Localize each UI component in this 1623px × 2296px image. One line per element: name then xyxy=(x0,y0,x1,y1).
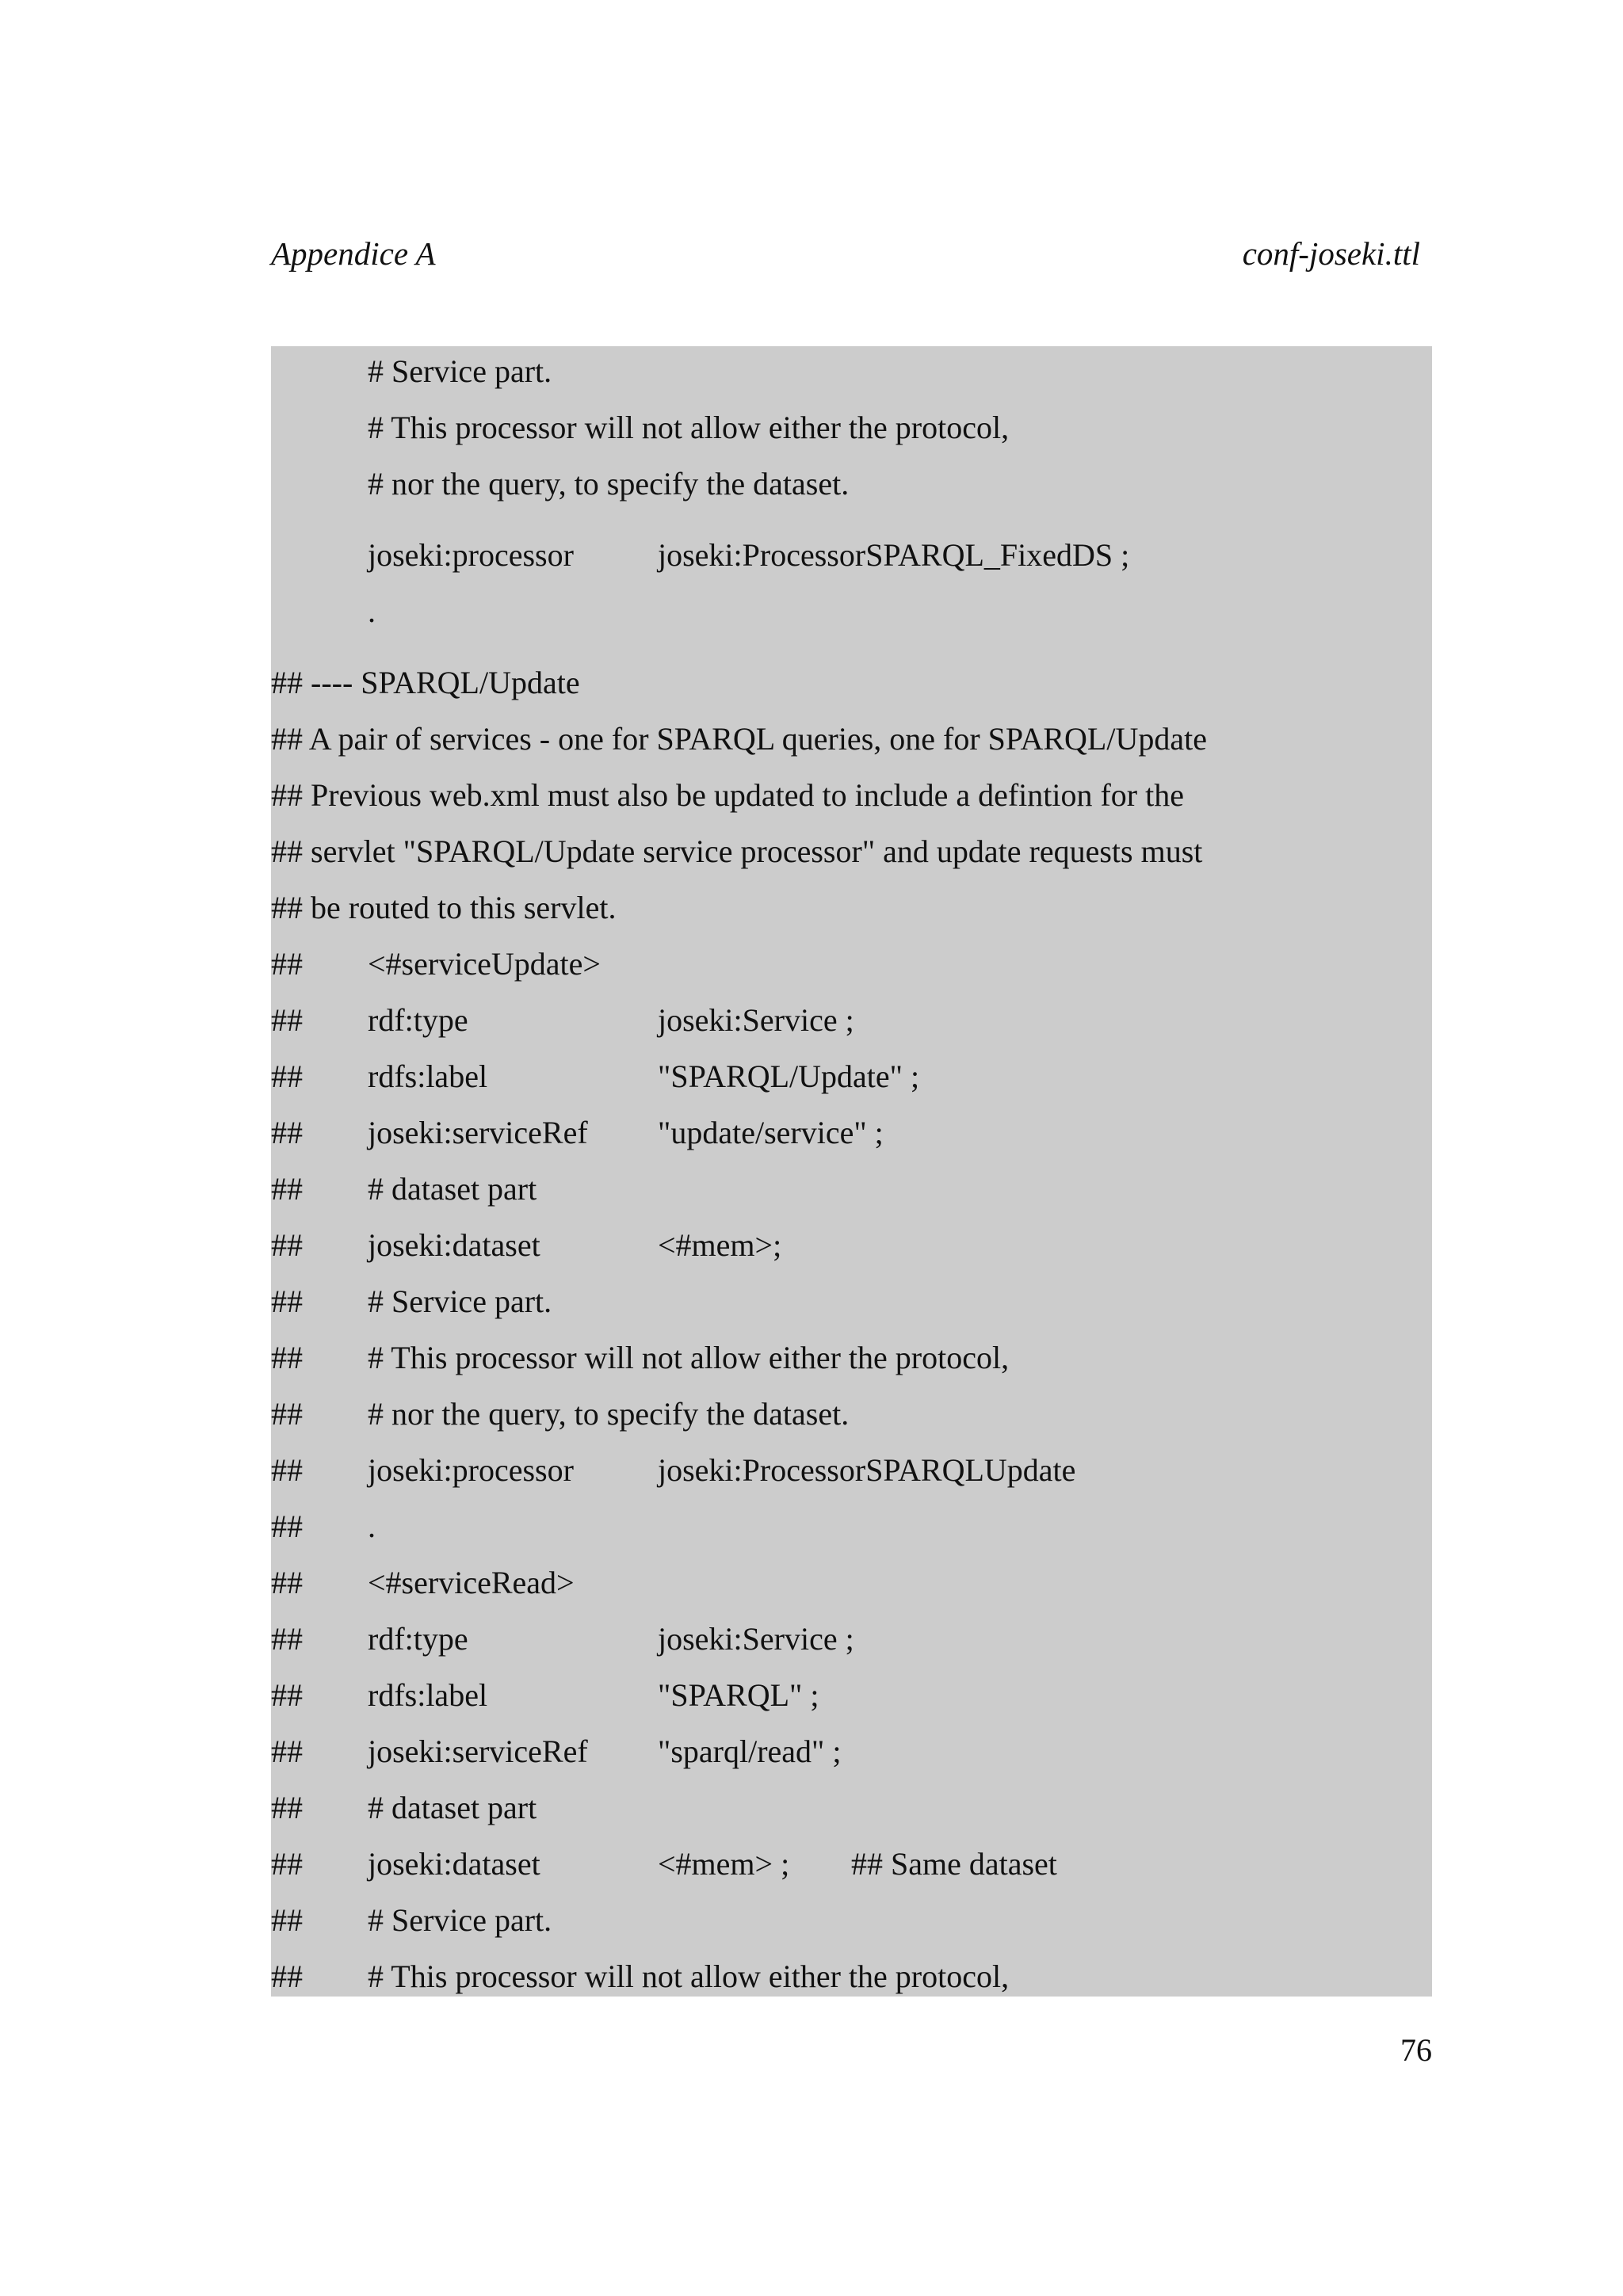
code-col-0: ## xyxy=(271,1002,303,1038)
code-line xyxy=(271,586,376,637)
code-col-1: rdf:type xyxy=(368,1621,468,1657)
code-line xyxy=(271,459,850,509)
code-col-0: ## Previous web.xml must also be updated to include a defintion for the xyxy=(271,777,1184,813)
code-col-2: joseki:ProcessorSPARQL_FixedDS ; xyxy=(658,537,1130,573)
code-col-0: ## xyxy=(271,1171,303,1207)
code-line xyxy=(271,658,580,708)
code-line xyxy=(271,939,601,990)
code-line xyxy=(271,995,854,1046)
file-name-label: conf-joseki.ttl xyxy=(1242,235,1420,272)
code-col-0: ## xyxy=(271,1283,303,1319)
code-col-0: ## xyxy=(271,1958,303,1994)
code-col-3: ## Same dataset xyxy=(851,1846,1057,1882)
code-line xyxy=(271,346,552,397)
code-line xyxy=(271,1333,1010,1383)
code-line xyxy=(271,1108,884,1158)
code-line xyxy=(271,1670,819,1721)
code-col-1: joseki:processor xyxy=(368,1452,574,1488)
code-col-0: ## xyxy=(271,1452,303,1488)
code-col-0: ## ---- SPARQL/Update xyxy=(271,665,580,700)
code-line xyxy=(271,1783,537,1833)
code-line xyxy=(271,1614,854,1665)
code-col-1: # dataset part xyxy=(368,1171,537,1207)
code-col-1: # This processor will not allow either the protocol, xyxy=(368,410,1010,445)
code-line xyxy=(271,1951,1010,2002)
code-col-0: ## xyxy=(271,1115,303,1150)
code-col-1: rdf:type xyxy=(368,1002,468,1038)
code-col-0: ## xyxy=(271,1902,303,1938)
code-line xyxy=(271,1501,376,1552)
code-col-1: joseki:serviceRef xyxy=(368,1733,588,1769)
code-line xyxy=(271,1445,1076,1496)
code-col-0: ## xyxy=(271,1227,303,1263)
code-listing xyxy=(271,346,1432,1997)
code-line xyxy=(271,1726,842,1777)
code-col-0: ## xyxy=(271,1790,303,1825)
code-col-0: ## xyxy=(271,1565,303,1600)
code-col-1: . xyxy=(368,1508,376,1544)
code-col-1: # This processor will not allow either the protocol, xyxy=(368,1958,1010,1994)
code-line xyxy=(271,714,1207,765)
code-col-0: ## xyxy=(271,1846,303,1882)
code-col-0: ## xyxy=(271,1621,303,1657)
code-col-1: joseki:serviceRef xyxy=(368,1115,588,1150)
code-col-2: joseki:Service ; xyxy=(658,1621,854,1657)
code-line xyxy=(271,402,1010,453)
code-col-2: joseki:Service ; xyxy=(658,1002,854,1038)
code-col-1: joseki:processor xyxy=(368,537,574,573)
code-col-1: # This processor will not allow either the protocol, xyxy=(368,1340,1010,1375)
code-line xyxy=(271,826,1203,877)
code-col-1: joseki:dataset xyxy=(368,1227,540,1263)
code-col-0: ## servlet "SPARQL/Update service processor" and update requests must xyxy=(271,833,1203,869)
code-col-0: ## xyxy=(271,1058,303,1094)
code-col-2: "sparql/read" ; xyxy=(658,1733,842,1769)
code-col-1: # nor the query, to specify the dataset. xyxy=(368,466,850,502)
code-col-2: <#mem>; xyxy=(658,1227,782,1263)
code-line xyxy=(271,1558,575,1608)
code-col-0: ## xyxy=(271,1396,303,1432)
running-header xyxy=(271,230,1420,277)
code-line xyxy=(271,1164,537,1215)
code-col-1: # Service part. xyxy=(368,1283,552,1319)
code-col-1: <#serviceRead> xyxy=(368,1565,575,1600)
code-line xyxy=(271,530,1130,581)
code-col-0: ## xyxy=(271,1508,303,1544)
code-line xyxy=(271,883,617,933)
code-line xyxy=(271,1051,920,1102)
code-col-1: # dataset part xyxy=(368,1790,537,1825)
code-line xyxy=(271,1839,1057,1890)
code-col-2: "SPARQL/Update" ; xyxy=(658,1058,920,1094)
code-line xyxy=(271,1276,552,1327)
code-col-2: joseki:ProcessorSPARQLUpdate xyxy=(658,1452,1076,1488)
code-col-0: ## be routed to this servlet. xyxy=(271,890,617,925)
code-col-0: ## xyxy=(271,1733,303,1769)
code-line xyxy=(271,1220,782,1271)
code-line xyxy=(271,1895,552,1946)
code-col-0: ## xyxy=(271,1340,303,1375)
code-col-0: ## A pair of services - one for SPARQL queries, one for SPARQL/Update xyxy=(271,721,1207,757)
code-col-0: ## xyxy=(271,1677,303,1713)
code-col-1: rdfs:label xyxy=(368,1677,488,1713)
code-col-1: . xyxy=(368,593,376,629)
code-col-1: joseki:dataset xyxy=(368,1846,540,1882)
code-col-1: # Service part. xyxy=(368,353,552,389)
code-col-2: "SPARQL" ; xyxy=(658,1677,819,1713)
code-col-2: "update/service" ; xyxy=(658,1115,884,1150)
page-number: 76 xyxy=(1400,2032,1432,2068)
chapter-label: Appendice A xyxy=(271,235,436,272)
code-col-1: # Service part. xyxy=(368,1902,552,1938)
code-line xyxy=(271,1389,850,1440)
code-col-1: rdfs:label xyxy=(368,1058,488,1094)
code-col-1: # nor the query, to specify the dataset. xyxy=(368,1396,850,1432)
code-col-2: <#mem> ; xyxy=(658,1846,790,1882)
code-col-1: <#serviceUpdate> xyxy=(368,946,601,982)
code-line xyxy=(271,770,1184,821)
code-col-0: ## xyxy=(271,946,303,982)
